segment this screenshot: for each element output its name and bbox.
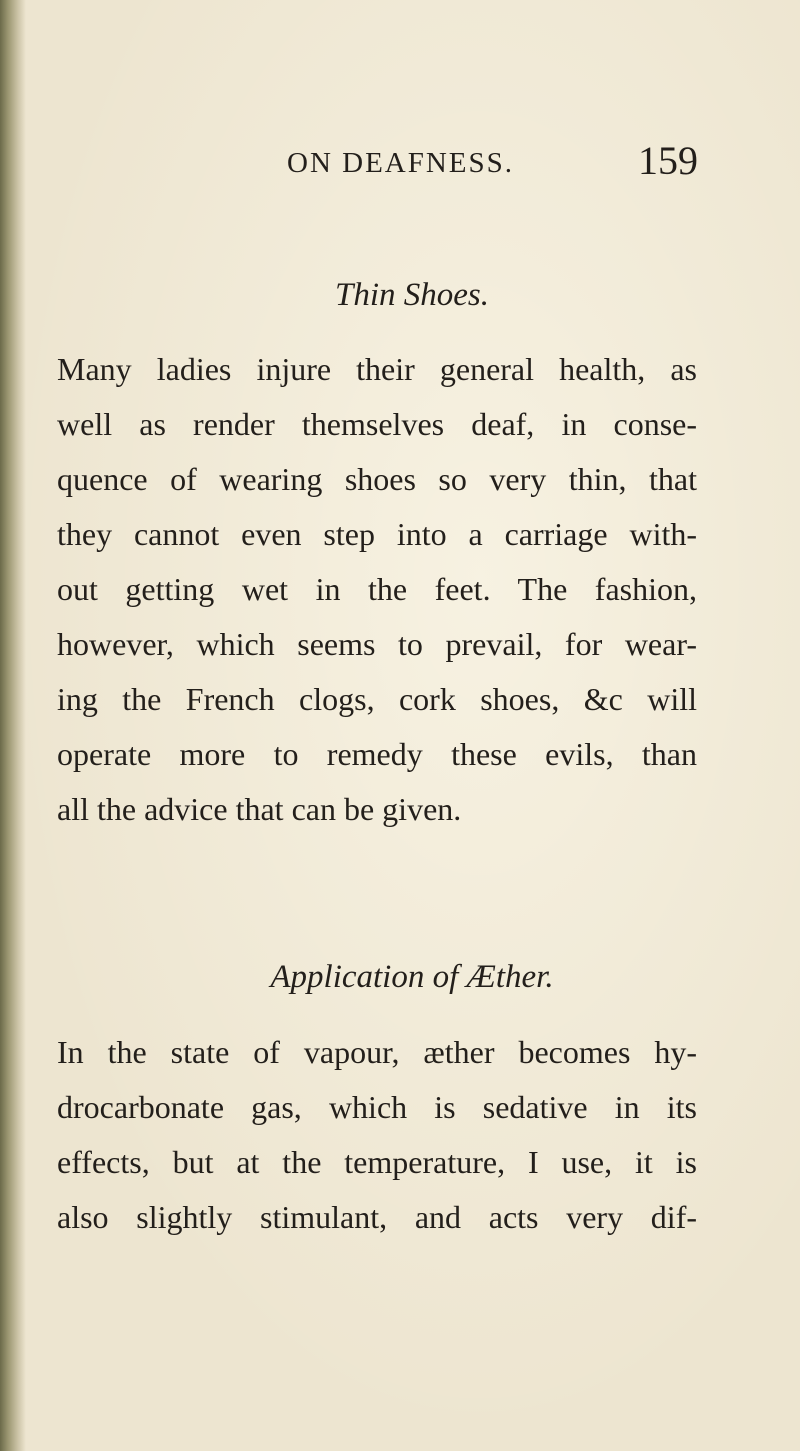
paragraph-application-of-aether: [57, 1025, 697, 1245]
text-line: Many ladies injure their general health, as: [57, 351, 697, 387]
running-header: [0, 138, 800, 183]
page-gutter-shadow: [0, 0, 26, 1451]
text-line: effects, but at the temperature, I use, it is: [57, 1144, 697, 1180]
text-line: quence of wearing shoes so very thin, that: [57, 461, 697, 497]
section-heading-application-of-aether: Application of Æther.: [270, 959, 554, 995]
text-line: also slightly stimulant, and acts very dif-: [57, 1199, 697, 1235]
section-heading-thin-shoes: Thin Shoes.: [334, 277, 489, 313]
text-line: well as render themselves deaf, in conse-: [57, 406, 697, 442]
text-line: out getting wet in the feet. The fashion,: [57, 571, 697, 607]
text-line: operate more to remedy these evils, than: [57, 736, 697, 772]
page-number: 159: [638, 138, 698, 183]
text-line: all the advice that can be given.: [57, 791, 462, 827]
text-line: In the state of vapour, æther becomes hy-: [57, 1034, 697, 1070]
running-title: ON DEAFNESS.: [287, 147, 515, 179]
text-line: they cannot even step into a carriage with-: [57, 516, 697, 552]
text-line: drocarbonate gas, which is sedative in its: [57, 1089, 697, 1125]
text-line: ing the French clogs, cork shoes, &c will: [57, 681, 697, 717]
text-line: however, which seems to prevail, for wear-: [57, 626, 697, 662]
paragraph-thin-shoes: [57, 342, 697, 837]
